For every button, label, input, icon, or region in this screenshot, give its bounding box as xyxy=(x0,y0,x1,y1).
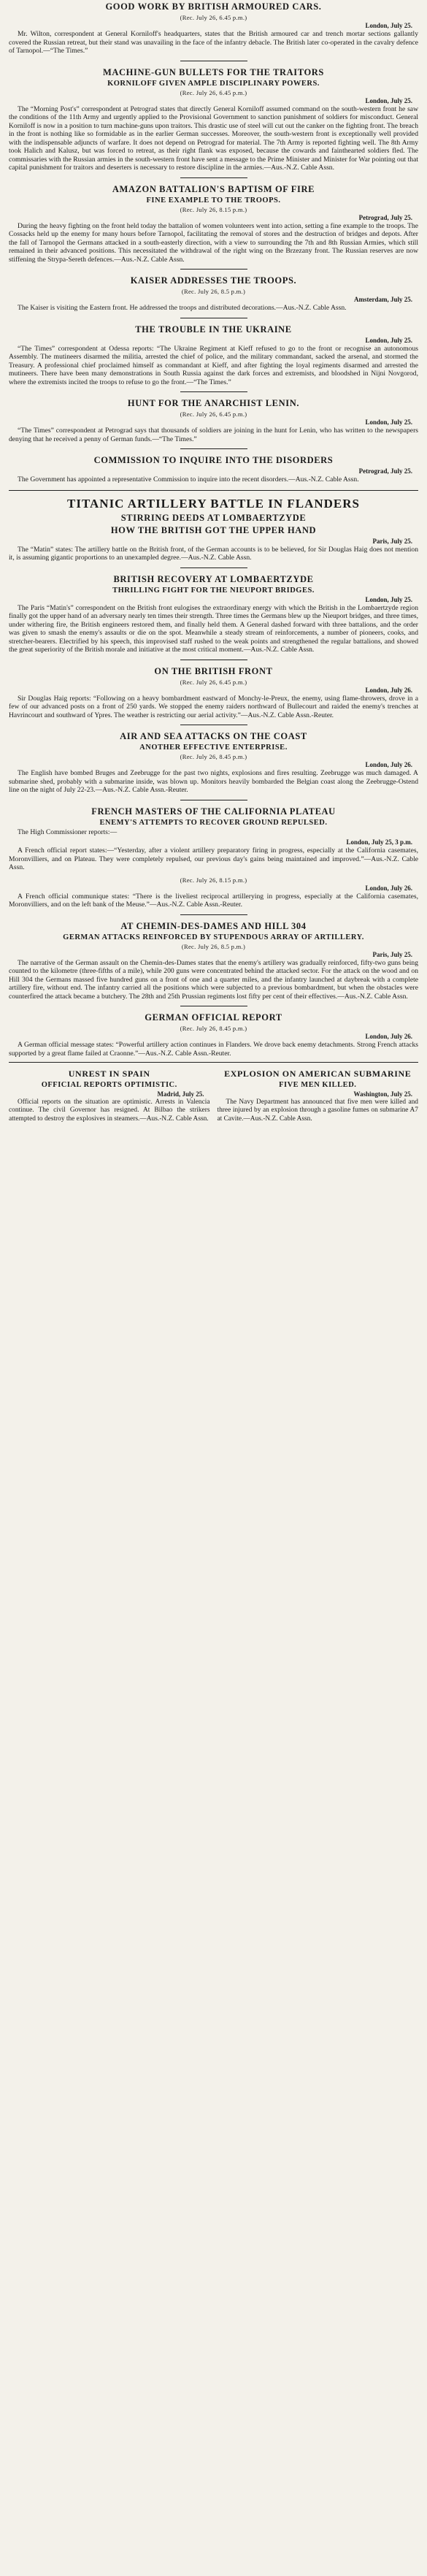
received-line: (Rec. July 26, 8.5 p.m.) xyxy=(181,288,246,295)
dateline: London, July 25. xyxy=(365,336,412,344)
received-line: (Rec. July 26, 8.45 p.m.) xyxy=(180,753,247,760)
dateline: Petrograd, July 25. xyxy=(358,213,412,221)
subheadline: GERMAN ATTACKS REINFORCED BY STUPENDOUS ARRAY OF ARTILLERY. xyxy=(63,933,364,941)
headline: BRITISH RECOVERY AT LOMBAERTZYDE xyxy=(113,573,314,584)
article-body: The narrative of the German assault on the Chemin-des-Dames states that the enemy's artillery was gradually reinforced, fifty-two guns being counted to the kilometre (three-fifths of a mile), while 200 guns were concentrated behind the attacked sector. For the attack on the wood and on Hill 304 the Germans massed five hundred guns on a front of one and a quarter miles, and the infantry launched at daybreak with a complete artillery fire, without end. The infantry carried all the positions which were subjected to a previous bombardment, but when the obstacles were counterfired the attack became a butchery. The 28th and 25th Prussian regiments lost fifty per cent of their effectives.—Aus.-N.Z. Cable Assn. xyxy=(9,958,418,1001)
main-headline: TITANIC ARTILLERY BATTLE IN FLANDERS xyxy=(66,496,361,511)
divider xyxy=(180,177,247,178)
received-line: (Rec. July 26, 8.5 p.m.) xyxy=(181,942,246,950)
headline: EXPLOSION ON AMERICAN SUBMARINE xyxy=(224,1069,412,1079)
newspaper-page xyxy=(9,0,418,1125)
headline: AT CHEMIN-DES-DAMES AND HILL 304 xyxy=(120,920,307,931)
subheadline: OFFICIAL REPORTS OPTIMISTIC. xyxy=(41,1081,177,1089)
dateline: London, July 25. xyxy=(365,22,412,29)
article-machine-gun-bullets xyxy=(9,67,418,172)
received-line: (Rec. July 26, 8.15 p.m.) xyxy=(180,205,247,213)
article-flanders xyxy=(9,497,418,562)
divider xyxy=(180,567,247,568)
article-body: The Kaiser is visiting the Eastern front. He addressed the troops and distributed decorations.—Aus.-N.Z. Cable Assn. xyxy=(18,304,347,312)
headline: KAISER ADDRESSES THE TROOPS. xyxy=(130,275,297,286)
headline: GOOD WORK BY BRITISH ARMOURED CARS. xyxy=(105,1,322,12)
headline: THE TROUBLE IN THE UKRAINE xyxy=(135,324,292,335)
article-air-sea xyxy=(9,731,418,795)
headline: HOW THE BRITISH GOT THE UPPER HAND xyxy=(110,524,317,535)
received-line: (Rec. July 26, 8.45 p.m.) xyxy=(180,1025,247,1032)
subheadline: FIVE MEN KILLED. xyxy=(279,1081,357,1089)
article-california-followup xyxy=(9,876,418,909)
article-chemin-des-dames xyxy=(9,921,418,1001)
article-body: “The Times” correspondent at Petrograd says that thousands of soldiers are joining in the hunt for Lenin, who has written to the newspapers denying that he received a penny of German funds.—“The Times.” xyxy=(9,427,418,443)
subheadline: FINE EXAMPLE TO THE TROOPS. xyxy=(146,196,281,205)
headline: MACHINE-GUN BULLETS FOR THE TRAITORS xyxy=(103,66,324,77)
dateline: London, July 25. xyxy=(365,96,412,104)
divider xyxy=(180,448,247,449)
received-line: (Rec. July 26, 6.45 p.m.) xyxy=(180,410,247,418)
dateline: London, July 25, 3 p.m. xyxy=(346,838,412,846)
received-line: (Rec. July 26, 8.15 p.m.) xyxy=(180,876,247,884)
article-body: During the heavy fighting on the front held today the battalion of women volunteers went into action, setting a fine example to the troops. The Cossacks held up the enemy for many hours before Tarnopol, facilitating the removal of stores and the destruction of bridges and depots. After the fall of Tarnopol the Germans attacked in a south-easterly direction, with a view to surrounding the 7th and 8th Russian Armies, which still remained in their advanced positions. This necessitated the withdrawal of the right wing on the Brzezany front. The Russian reserves are now stiffening the Strypa-Sereth defences.—Aus.-N.Z. Cable Assn. xyxy=(9,221,418,264)
received-line: (Rec. July 26, 6.45 p.m.) xyxy=(180,678,247,686)
article-body: Sir Douglas Haig reports: “Following on a heavy bombardment eastward of Monchy-le-Preux, the enemy, using flame-throwers, drove in a few of our advanced posts on a front of 250 yards. We stopped the enemy raiders northward of Bullecourt and raided the enemy's trenches at Havrincourt and southward of Ypres. The weather is restricting our aerial activity.”—Aus.-N.Z. Cable Assn.-Reuter. xyxy=(9,694,418,719)
section-divider xyxy=(9,490,418,491)
dateline: London, July 26. xyxy=(365,761,412,768)
bottom-columns xyxy=(9,1062,418,1125)
article-british-front xyxy=(9,666,418,720)
dateline: London, July 26. xyxy=(365,686,412,694)
article-lenin xyxy=(9,398,418,443)
dateline: London, July 25. xyxy=(365,418,412,426)
article-lombaertzyde xyxy=(9,574,418,654)
headline: COMMISSION TO INQUIRE INTO THE DISORDERS xyxy=(93,455,334,465)
article-amazon-battalion xyxy=(9,184,418,264)
subheadline: ENEMY'S ATTEMPTS TO RECOVER GROUND REPULSED. xyxy=(99,818,328,827)
subheadline: ANOTHER EFFECTIVE ENTERPRISE. xyxy=(139,744,288,752)
headline: FRENCH MASTERS OF THE CALIFORNIA PLATEAU xyxy=(91,806,336,817)
received-line: (Rec. July 26, 6.45 p.m.) xyxy=(180,14,247,21)
article-body: A French official report states:—“Yesterday, after a violent artillery preparatory firing in progress, especially at the California casemates, Moronvilliers, and on Plateau. They were completely repulsed, our previous day's gains being maintained and improved.”—Aus.-N.Z. Cable Assn. xyxy=(9,846,418,871)
dateline: Paris, July 25. xyxy=(372,537,412,545)
article-commission xyxy=(9,455,418,484)
article-body: “The Times” correspondent at Odessa reports: “The Ukraine Regiment at Kieff refused to go to the front or recognise an autonomous Assembly. The mutineers disarmed the militia, arrested the chief of police, and the military commandant, sacked the arsenal, and stormed the Treasury. A professional chief proclaimed himself as commandant at Kieff, and after fighting the loyal regiments disarmed and arrested the mutineers. There have been many demonstrations in South Russia against the dark forces and extremists, and bloodshed in Nijni Novgorod, where the extremists incited the troops to refuse to go the front.—“The Times.” xyxy=(9,344,418,386)
article-body: A French official communique states: “There is the liveliest reciprocal artillerying in progress, especially at the California casemates, Moronvilliers, and on the left bank of the Meuse.”—Aus.-N.Z. Cable Assn.-Reuter. xyxy=(9,892,418,909)
dateline: Petrograd, July 25. xyxy=(358,467,412,475)
article-body: The Paris “Matin's” correspondent on the British front eulogises the extraordinary energy with which the British in the Lombaertzyde region finally got the upper hand of an adversary nearly ten times their strength. Three times the Germans blew up the Nieuport bridges, and three times, under withering fire, the British engineers restored them, and finally held them. A General dashed forward with three battalions, and the order was given to smash the enemy's assaults or die on the spot. Meanwhile a steady stream of reinforcements, a number of pioneers, cooks, and stretcher-bearers. Electrified by his speech, this improvised staff rushed to the weak points and strengthened the regular battalions, and showed the great superiority of the British morale and initiative at the most critical moment.—Aus.-N.Z. Cable Assn. xyxy=(9,603,418,654)
article-body: The Government has appointed a representative Commission to inquire into the recent disorders.—Aus.-N.Z. Cable Assn. xyxy=(18,475,359,484)
headline: UNREST IN SPAIN xyxy=(68,1069,150,1079)
article-german-official-report xyxy=(9,1012,418,1058)
article-submarine xyxy=(218,1069,419,1125)
article-body: The Navy Department has announced that five men were killed and three injured by an explosion through a gasoline fumes on submarine A7 at Cavite.—Aus.-N.Z. Cable Assn. xyxy=(217,1098,418,1123)
divider xyxy=(180,914,247,915)
headline: AIR AND SEA ATTACKS ON THE COAST xyxy=(120,731,307,741)
dateline: Amsterdam, July 25. xyxy=(354,296,412,303)
dateline: London, July 25. xyxy=(365,595,412,603)
divider xyxy=(180,391,247,392)
dateline: London, July 26. xyxy=(365,884,412,892)
article-body: Official reports on the situation are optimistic. Arrests in Valencia continue. The civil Governor has resigned. At Bilbao the strikers attempted to destroy the explosives in steamers.—Aus.-N.Z. Cable Assn. xyxy=(9,1098,210,1123)
article-kaiser xyxy=(9,275,418,313)
subheadline: THRILLING FIGHT FOR THE NIEUPORT BRIDGES. xyxy=(112,586,315,595)
article-armoured-cars xyxy=(9,1,418,56)
article-spain xyxy=(9,1069,210,1125)
headline: ON THE BRITISH FRONT xyxy=(154,665,273,676)
subheadline: STIRRING DEEDS AT LOMBAERTZYDE xyxy=(120,512,307,523)
article-body: A German official message states: “Powerful artillery action continues in Flanders. We drove back enemy detachments. Strong French attacks supported by a great flame failed at Craonne.”—Aus.-N.Z. Cable Assn.-Reuter. xyxy=(9,1041,418,1058)
article-body: The “Matin” states: The artillery battle on the British front, of the German accounts is to be believed, for Sir Douglas Haig does not mention it, is assuming gigantic proportions to an unexampled degree.—Aus.-N.Z. Cable Assn. xyxy=(9,545,418,562)
headline: GERMAN OFFICIAL REPORT xyxy=(145,1012,282,1023)
article-ukraine xyxy=(9,324,418,387)
article-lead: The High Commissioner reports:— xyxy=(18,828,118,836)
subheadline: KORNILOFF GIVEN AMPLE DISCIPLINARY POWERS. xyxy=(107,79,320,88)
article-body: The English have bombed Bruges and Zeebrugge for the past two nights, explosions and fires resulting. Zeebrugge was much damaged. A submarine shed, probably with a submarine inside, was blown up. Monitors heavily bombarded the Belgian coast along the Zeebrugge-Ostend line on the night of July 22-23.—Aus.-N.Z. Cable Assn.-Reuter. xyxy=(9,769,418,794)
headline: AMAZON BATTALION'S BAPTISM OF FIRE xyxy=(112,183,315,194)
dateline: Madrid, July 25. xyxy=(157,1090,204,1098)
article-body: Mr. Wilton, correspondent at General Korniloff's headquarters, states that the British armoured car and trench mortar sections gallantly covered the Russian retreat, but their stand was unavailing in the face of the infantry debacle. The British later co-operated in the cavalry defence of Tarnopol.—“The Times.” xyxy=(9,30,418,55)
dateline: London, July 26. xyxy=(365,1033,412,1040)
article-california-plateau xyxy=(9,806,418,872)
divider xyxy=(180,269,247,270)
dateline: Paris, July 25. xyxy=(372,950,412,958)
received-line: (Rec. July 26, 6.45 p.m.) xyxy=(180,88,247,96)
headline: HUNT FOR THE ANARCHIST LENIN. xyxy=(127,398,300,408)
dateline: Washington, July 25. xyxy=(353,1090,412,1098)
article-body: The “Morning Post's” correspondent at Petrograd states that directly General Korniloff assumed command on the south-western front he saw the conditions of the 11th Army and urgently applied to the Provisional Government to sanction punishment of soldiers for misconduct. General Korniloff is now in a position to turn machine-guns upon traitors. This drastic use of steel will cut out the canker on the fighting front. The breach in the front is nothing like so formidable as in the earlier German successes. Moreover, the south-western front is exceptionally well provided with the indispensable adjuncts of warfare. It does not depend on Petrograd for material. The 7th Army is reported fighting well. The 8th Army took Halich and Kalusz, but was forced to retreat, as their right flank was exposed, because the cowards and fainthearted soldiers fled. The commissaries with the Russian armies in the south-western front have sent a message to the Prime Minister and Minister for War pointing out that capital punishment for traitors and deserters is necessary to restore discipline in the armies.—Aus.-N.Z. Cable Assn. xyxy=(9,104,418,172)
